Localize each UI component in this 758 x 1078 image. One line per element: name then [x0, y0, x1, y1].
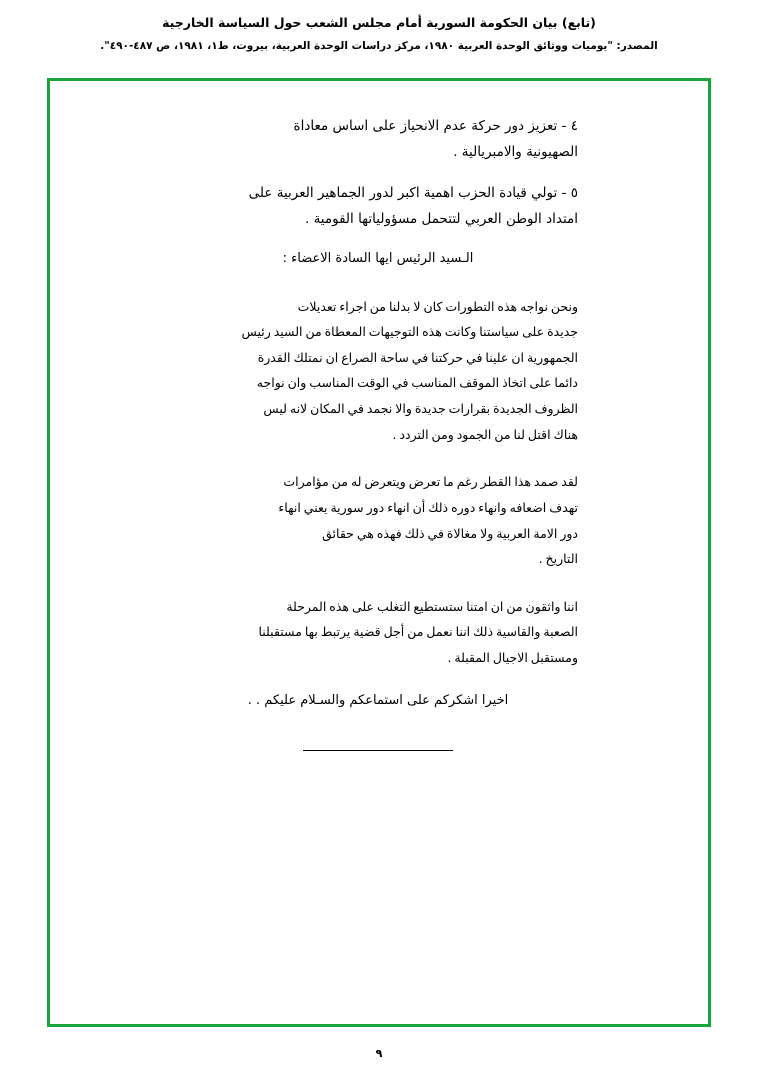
paragraph-line: الجمهورية ان علينا في حركتنا في ساحة الصراع ان نمتلك القدرة — [257, 349, 578, 365]
page-title: (تابع) بيان الحكومة السورية أمام مجلس الشعب حول السياسة الخارجية — [162, 15, 596, 30]
source-line: المصدر: "يوميات ووثائق الوحدة العربية ١٩٨٠، مركز دراسات الوحدة العربية، بيروت، ط١، ١٩٨١، ص ٤٨٧-٤٩٠". — [100, 39, 658, 52]
paragraph-line: هناك اقتل لنا من الجمود ومن التردد . — [392, 426, 578, 442]
paragraph-line: لقد صمد هذا القطر رغم ما تعرض ويتعرض له من مؤامرات — [283, 474, 578, 490]
paragraph-line: الظروف الجديدة بقرارات جديدة والا نجمد في المكان لانه ليس — [263, 401, 578, 417]
paragraph — [178, 294, 578, 448]
paragraph-line: اننا واثقون من ان امتنا ستستطيع التغلب على هذه المرحلة — [286, 598, 578, 614]
green-border-frame — [47, 78, 711, 1027]
paragraph-line: الصعبة والقاسية ذلك اننا نعمل من أجل قضية يرتبط بها مستقبلنا — [258, 624, 578, 640]
paragraph-line: التاريخ . — [538, 551, 578, 567]
page-header — [0, 14, 758, 52]
paragraph — [178, 469, 578, 572]
horizontal-rule — [303, 750, 453, 751]
paragraph-line: دائما على اتخاذ الموقف المناسب في الوقت المناسب وان نواجه — [256, 375, 578, 391]
list-item — [178, 180, 578, 233]
list-item — [178, 113, 578, 166]
list-item-line: ٤ - تعزيز دور حركة عدم الانحياز على اساس معاداة — [293, 118, 578, 134]
salutation: الـسيد الرئيس ايها السادة الاعضاء : — [282, 251, 474, 267]
list-item-line: ٥ - تولي قيادة الحزب اهمية اكبر لدور الجماهير العربية على — [248, 184, 578, 201]
page-number: ٩ — [375, 1047, 383, 1060]
paragraph-line: تهدف اضعافه وانهاء دوره ذلك أن انهاء دور سورية يعني انهاء — [278, 499, 578, 515]
document-body — [178, 113, 578, 751]
list-item-line: الصهيونية والامبريالية . — [453, 144, 578, 161]
list-item-line: امتداد الوطن العربي لتتحمل مسؤولياتها القومية . — [304, 210, 578, 227]
paragraph-line: ونحن نواجه هذه التطورات كان لا بدلنا من اجراء تعديلات — [297, 298, 578, 314]
paragraph — [178, 594, 578, 671]
paragraph-line: ومستقبل الاجيال المقبلة . — [447, 650, 578, 666]
paragraph-line: دور الامة العربية ولا مغالاة في ذلك فهذه هي حقائق — [322, 525, 578, 541]
paragraph-line: جديدة على سياستنا وكانت هذه التوجيهات المعطاة من السيد رئيس — [241, 324, 578, 340]
closing-line: اخيرا اشكركم على استماعكم والسـلام عليكم . . — [247, 692, 509, 708]
